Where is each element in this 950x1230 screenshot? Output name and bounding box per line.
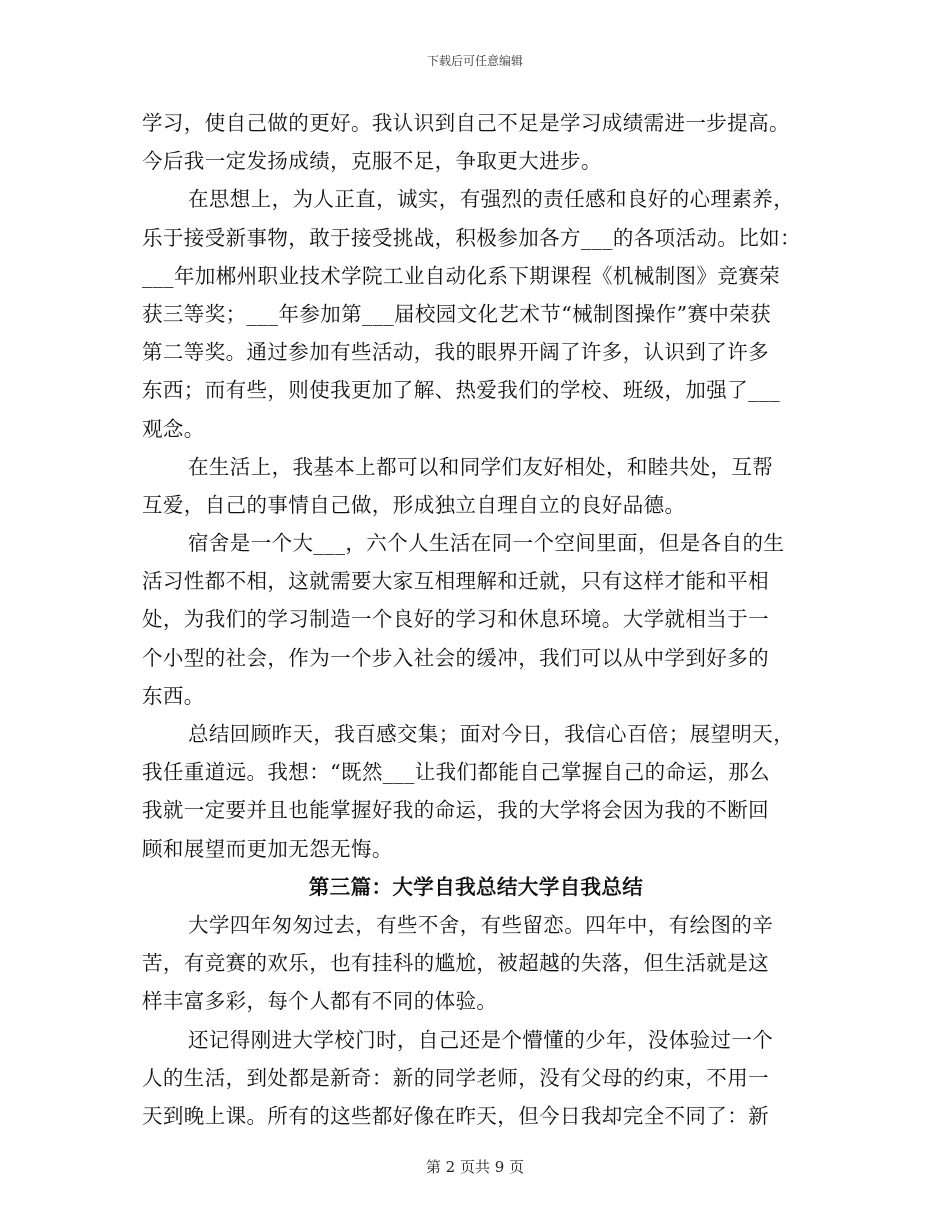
body-line: 人的生活，到处都是新奇：新的同学老师，没有父母的约束，不用一 [142, 1065, 769, 1090]
page-header: 下载后可任意编辑 [426, 54, 523, 68]
body-line: 东西。 [142, 683, 205, 708]
paragraph-start: 还记得刚进大学校门时，自己还是个懵懂的少年，没体验过一个 [188, 1027, 774, 1052]
paragraph-start: 总结回顾昨天，我百感交集；面对今日，我信心百倍；展望明天， [188, 722, 795, 746]
body-line: 活习性都不相，这就需要大家互相理解和迁就，只有这样才能和平相 [142, 569, 769, 594]
body-line: 我任重道远。我想：“既然___让我们都能自己掌握自己的命运，那么 [142, 760, 771, 785]
body-line: 乐于接受新事物，敢于接受挑战，积极参加各方___的各项活动。比如： [142, 225, 801, 250]
paragraph-start: 在生活上，我基本上都可以和同学们友好相处，和睦共处，互帮 [188, 454, 774, 479]
body-line: 个小型的社会，作为一个步入社会的缓冲，我们可以从中学到好多的 [142, 645, 769, 670]
body-line: 苦，有竞赛的欢乐，也有挂科的尴尬，被超越的失落，但生活就是这 [142, 951, 769, 976]
paragraph-start: 在思想上，为人正直，诚实，有强烈的责任感和良好的心理素养， [188, 187, 795, 212]
body-line: 处，为我们的学习制造一个良好的学习和休息环境。大学就相当于一 [142, 607, 769, 632]
paragraph-start: 宿舍是一个大___，六个人生活在同一个空间里面，但是各自的生 [188, 531, 785, 556]
page-footer: 第 2 页共 9 页 [425, 1158, 525, 1176]
body-line: 天到晚上课。所有的这些都好像在昨天，但今日我却完全不同了：新 [142, 1103, 769, 1128]
body-line: 第二等奖。通过参加有些活动，我的眼界开阔了许多，认识到了许多 [142, 340, 769, 365]
body-line: 观念。 [142, 416, 205, 441]
body-line: 样丰富多彩，每个人都有不同的体验。 [142, 989, 498, 1014]
body-line: 今后我一定发扬成绩，克服不足，争取更大进步。 [142, 149, 602, 174]
body-line: ___年加郴州职业技术学院工业自动化系下期课程《机械制图》竞赛荣 [142, 263, 781, 288]
section-heading: 第三篇：大学自我总结大学自我总结 [308, 874, 644, 899]
paragraph-start: 大学四年匆匆过去，有些不舍，有些留恋。四年中，有绘图的辛 [188, 912, 774, 937]
body-line: 顾和展望而更加无怨无悔。 [142, 836, 393, 861]
body-line: 学习，使自己做的更好。我认识到自己不足是学习成绩需进一步提高。 [142, 111, 790, 135]
body-line: 互爱，自己的事情自己做，形成独立自理自立的良好品德。 [142, 492, 686, 517]
body-line: 获三等奖；___年参加第___届校园文化艺术节“械制图操作”赛中荣获 [142, 301, 772, 326]
body-line: 我就一定要并且也能掌握好我的命运，我的大学将会因为我的不断回 [142, 798, 769, 823]
document-body [142, 104, 810, 1135]
body-line: 东西；而有些，则使我更加了解、热爱我们的学校、班级，加强了___ [142, 378, 781, 403]
